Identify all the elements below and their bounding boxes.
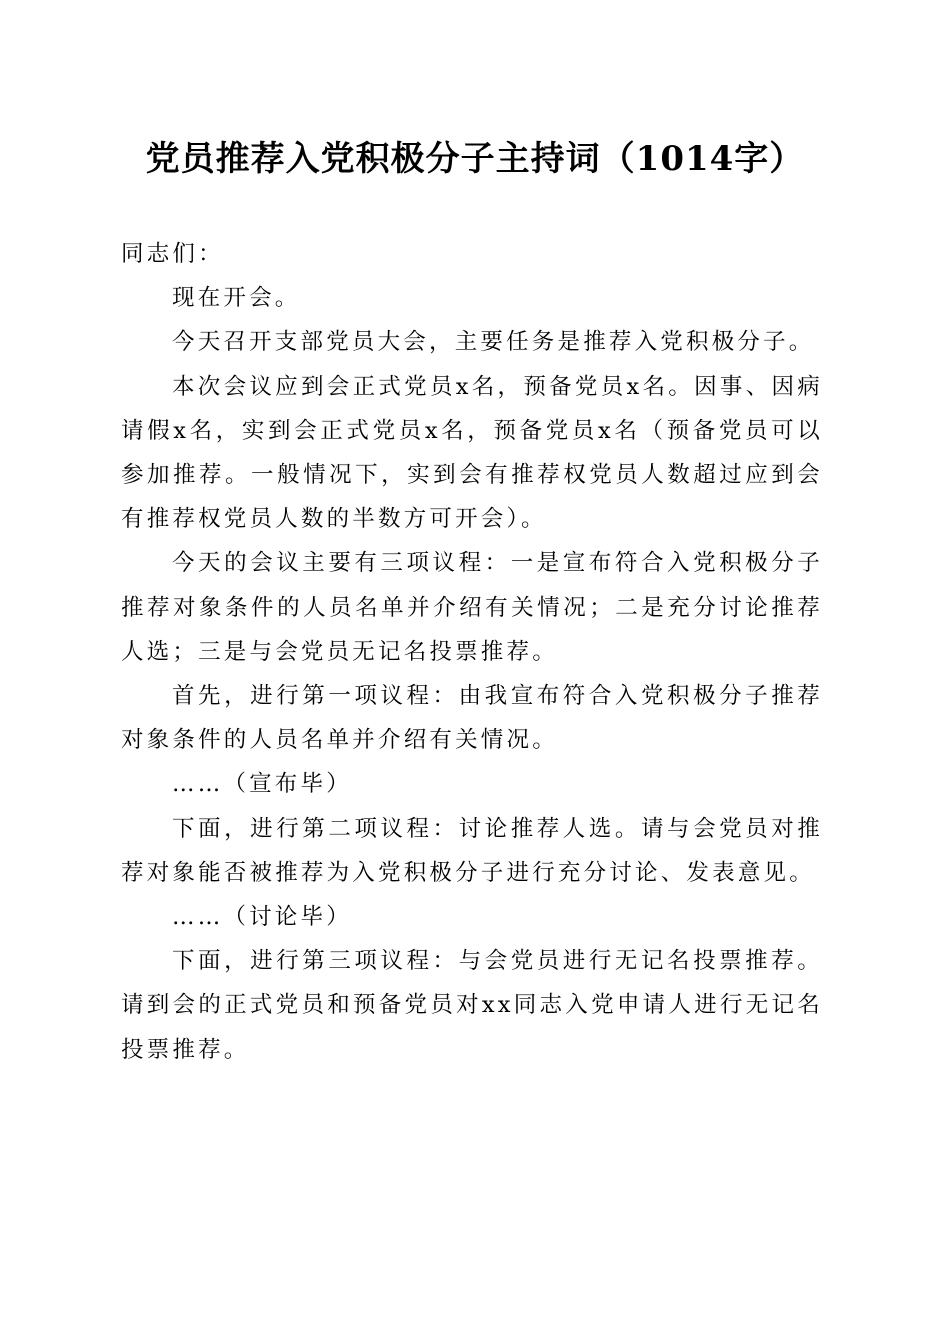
paragraph-announcement-done: ……（宣布毕）: [172, 771, 352, 798]
document-body: [121, 232, 823, 1072]
paragraph-open-meeting: 现在开会。: [172, 285, 301, 312]
paragraph-agenda: 今天的会议主要有三项议程：一是宣布符合入党积极分子推荐对象条件的人员名单并介绍有关情况；二是充分讨论推荐人选；三是与会党员无记名投票推荐。: [121, 550, 823, 665]
paragraph-attendance: 本次会议应到会正式党员x名，预备党员x名。因事、因病请假x名，实到会正式党员x名，预备党员x名（预备党员可以参加推荐。一般情况下，实到会有推荐权党员人数超过应到会有推荐权党员人数的半数方可开会）。: [121, 373, 823, 533]
paragraph-agenda-item-1: 首先，进行第一项议程：由我宣布符合入党积极分子推荐对象条件的人员名单并介绍有关情况。: [121, 683, 823, 754]
greeting: 同志们：: [121, 241, 224, 267]
paragraph-agenda-item-2: 下面，进行第二项议程：讨论推荐人选。请与会党员对推荐对象能否被推荐为入党积极分子进行充分讨论、发表意见。: [121, 815, 823, 886]
paragraph-main-task: 今天召开支部党员大会，主要任务是推荐入党积极分子。: [172, 329, 815, 356]
document-title: 党员推荐入党积极分子主持词（1014字）: [145, 139, 805, 179]
paragraph-discussion-done: ……（讨论毕）: [172, 904, 352, 931]
paragraph-agenda-item-3: 下面，进行第三项议程：与会党员进行无记名投票推荐。请到会的正式党员和预备党员对xx同志入党申请人进行无记名投票推荐。: [121, 948, 823, 1063]
